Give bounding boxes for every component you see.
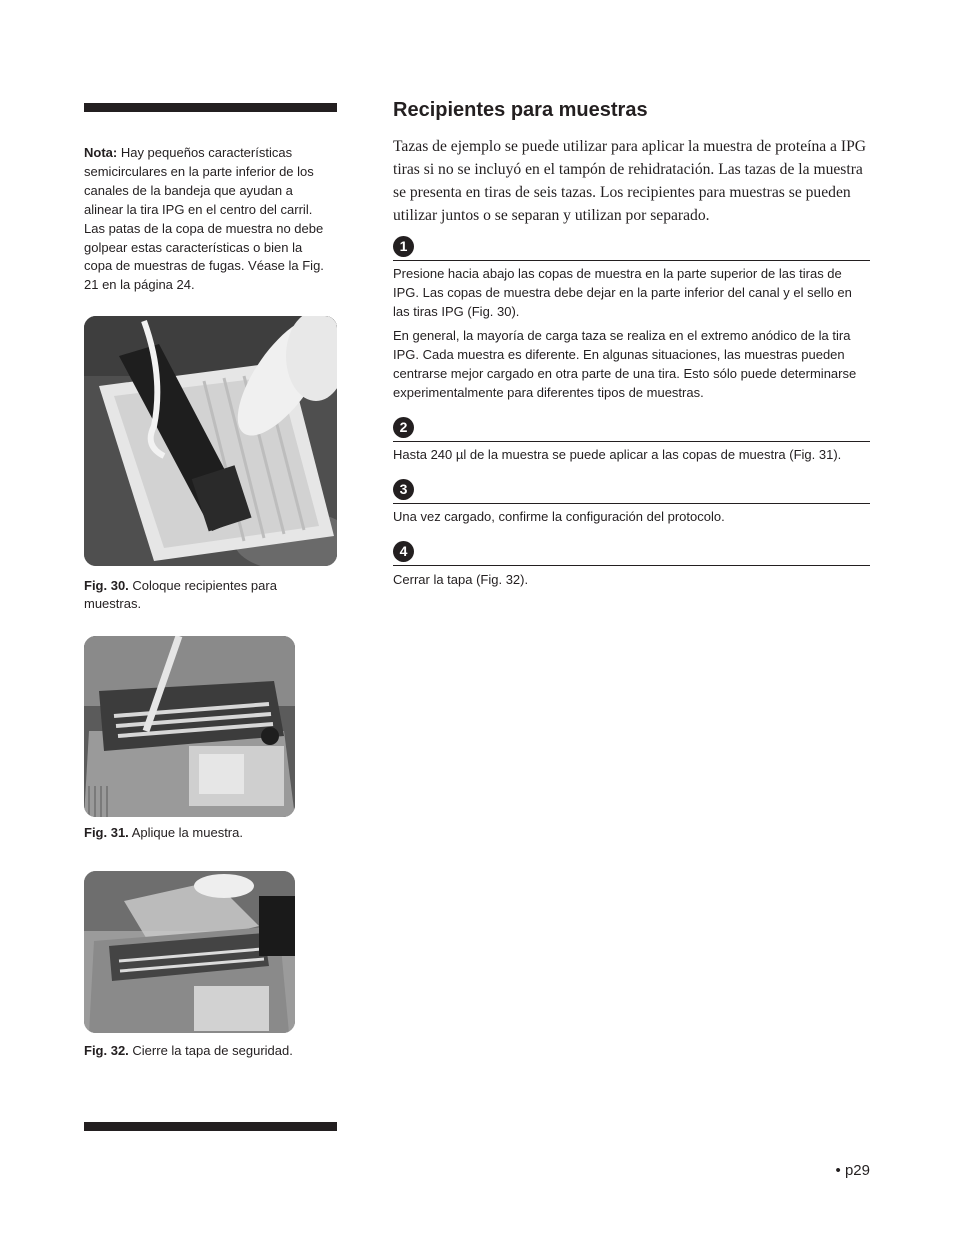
step-2-paragraph-1: Hasta 240 µl de la muestra se puede aplicar a las copas de muestra (Fig. 31). — [393, 447, 842, 462]
step-3-header — [393, 479, 870, 504]
step-3-number: 3 — [393, 479, 414, 500]
step-1-header — [393, 236, 870, 261]
figure-30-caption — [84, 577, 284, 613]
step-4-number: 4 — [393, 541, 414, 562]
figure-30-text: Coloque recipientes para muestras. — [84, 578, 277, 611]
bottom-rule — [84, 1122, 337, 1131]
step-2-number: 2 — [393, 417, 414, 438]
note-label: Nota: — [84, 145, 118, 160]
section-title: Recipientes para muestras — [393, 99, 648, 121]
step-3-paragraph-1: Una vez cargado, confirme la configuración del protocolo. — [393, 509, 725, 524]
sidebar-note — [84, 144, 334, 295]
figure-32-photo — [84, 871, 295, 1033]
top-rule — [84, 103, 337, 112]
note-text: Hay pequeños características semicirculares en la parte inferior de los canales de la bandeja que ayudan a alinear la tira IPG en el centro del carril. Las patas de la copa de muestra no debe golpear estas características o bien la copa de muestras de fugas. Véase la Fig. 21 en la página 24. — [84, 145, 324, 293]
step-1-number: 1 — [393, 236, 414, 257]
figure-31-label: Fig. 31. — [84, 825, 129, 840]
figure-32-caption — [84, 1042, 337, 1060]
step-2-header — [393, 417, 870, 442]
intro-paragraph: Tazas de ejemplo se puede utilizar para aplicar la muestra de proteína a IPG tiras si no se incluyó en el tampón de rehidratación. Las tazas de la muestra se presenta en tiras de seis tazas. Los recipientes para muestras se pueden utilizar juntos o se separan y utilizan por separado. — [393, 138, 867, 224]
figure-31-text: Aplique la muestra. — [128, 825, 243, 840]
step-4-paragraph-1: Cerrar la tapa (Fig. 32). — [393, 572, 529, 587]
figure-30-label: Fig. 30. — [84, 578, 129, 593]
figure-31-caption — [84, 824, 324, 842]
figure-31-photo — [84, 636, 295, 817]
figure-30-photo — [84, 316, 337, 566]
step-1-paragraph-2: En general, la mayoría de carga taza se realiza en el extremo anódico de la tira IPG. Cada muestra es diferente. En algunas situaciones, las muestras pueden centrarse mejor cargado en otra parte de una tira. Esto sólo puede determinarse experimentalmente para diferentes tipos de muestras. — [393, 328, 857, 400]
step-1-paragraph-1: Presione hacia abajo las copas de muestra en la parte superior de las tiras de IPG. Las copas de muestra debe dejar en la parte inferior del canal y el sello en las tiras IPG (Fig. 30). — [393, 266, 852, 319]
step-4-header — [393, 541, 870, 566]
figure-32-label: Fig. 32. — [84, 1043, 129, 1058]
page-number: • p29 — [835, 1162, 870, 1179]
figure-32-text: Cierre la tapa de seguridad. — [128, 1043, 293, 1058]
